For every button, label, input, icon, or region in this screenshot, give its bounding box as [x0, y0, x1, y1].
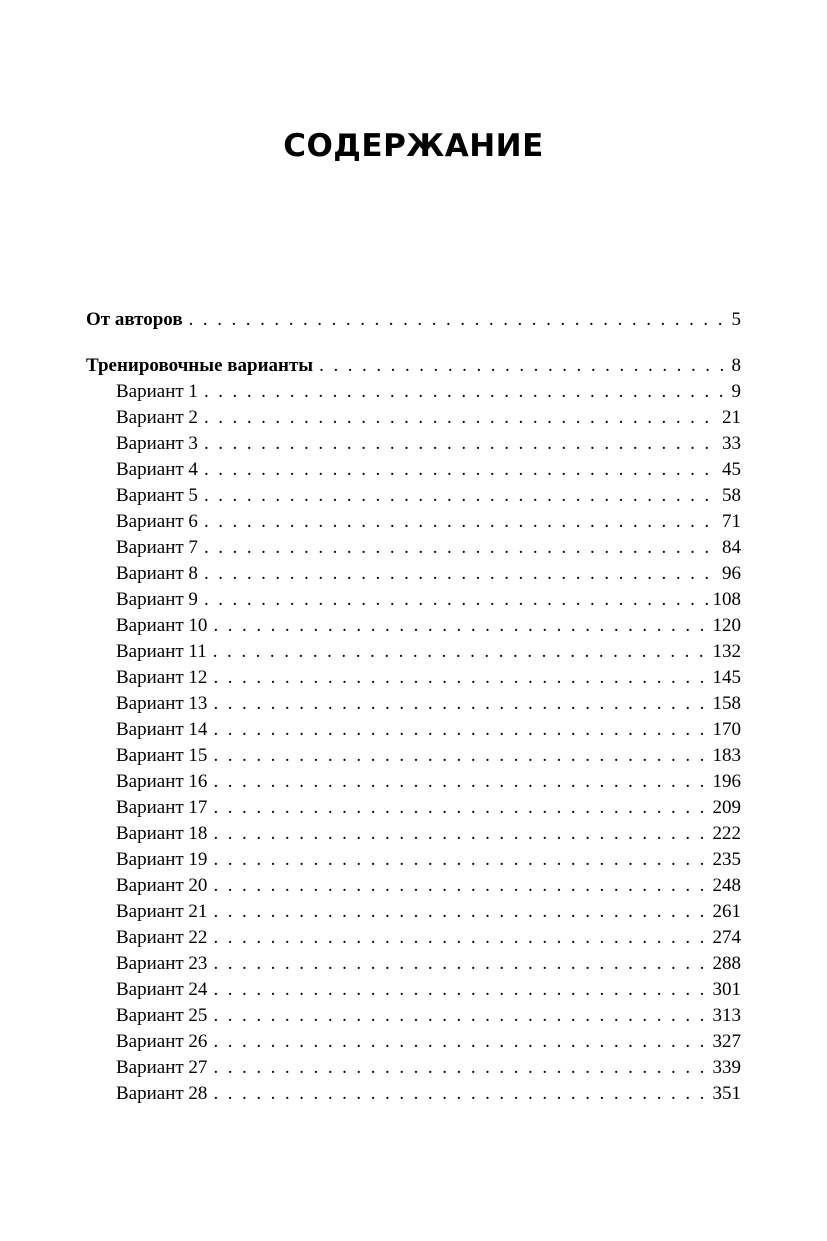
toc-page-number: 5 — [731, 309, 741, 330]
toc-page-number: 288 — [712, 953, 741, 974]
toc-entry-label: Вариант 16 — [116, 771, 208, 792]
table-of-contents — [86, 307, 741, 1107]
toc-entry[interactable] — [86, 743, 741, 769]
toc-page-number: 9 — [731, 381, 741, 402]
toc-page-number: 170 — [712, 719, 741, 740]
toc-entry[interactable] — [86, 665, 741, 691]
toc-entry-label: От авторов — [86, 309, 183, 330]
toc-entry-label: Вариант 2 — [116, 407, 198, 428]
toc-entry-label: Вариант 21 — [116, 901, 208, 922]
toc-entry-label: Тренировочные варианты — [86, 355, 314, 376]
dot-leader — [213, 795, 708, 821]
dot-leader — [204, 483, 718, 509]
dot-leader — [213, 717, 708, 743]
toc-entry[interactable] — [86, 795, 741, 821]
toc-page-number: 8 — [731, 355, 741, 376]
toc-entry[interactable] — [86, 873, 741, 899]
dot-leader — [213, 821, 708, 847]
toc-entry[interactable] — [86, 639, 741, 665]
toc-entry-label: Вариант 26 — [116, 1031, 208, 1052]
toc-entry-label: Вариант 1 — [116, 381, 198, 402]
dot-leader — [213, 873, 708, 899]
toc-entry-label: Вариант 23 — [116, 953, 208, 974]
toc-entry-label: Вариант 20 — [116, 875, 208, 896]
dot-leader — [204, 587, 709, 613]
dot-leader — [213, 769, 708, 795]
dot-leader — [213, 847, 708, 873]
dot-leader — [213, 977, 708, 1003]
toc-entry[interactable] — [86, 457, 741, 483]
toc-page-number: 196 — [712, 771, 741, 792]
toc-section-entry[interactable] — [86, 307, 741, 333]
dot-leader — [213, 665, 708, 691]
toc-page-number: 235 — [712, 849, 741, 870]
toc-page-number: 145 — [712, 667, 741, 688]
toc-entry-label: Вариант 12 — [116, 667, 208, 688]
dot-leader — [213, 691, 708, 717]
dot-leader — [213, 639, 709, 665]
toc-entry-label: Вариант 9 — [116, 589, 198, 610]
toc-page-number: 261 — [712, 901, 741, 922]
toc-entry-label: Вариант 14 — [116, 719, 208, 740]
toc-page-number: 33 — [722, 433, 741, 454]
toc-entry[interactable] — [86, 1029, 741, 1055]
dot-leader — [204, 379, 728, 405]
toc-entry[interactable] — [86, 431, 741, 457]
toc-page-number: 132 — [712, 641, 741, 662]
toc-entry-label: Вариант 25 — [116, 1005, 208, 1026]
toc-entry-label: Вариант 18 — [116, 823, 208, 844]
page-title: СОДЕРЖАНИЕ — [283, 128, 544, 164]
toc-page-number: 209 — [712, 797, 741, 818]
toc-entry[interactable] — [86, 899, 741, 925]
toc-page-number: 313 — [712, 1005, 741, 1026]
toc-entry-label: Вариант 15 — [116, 745, 208, 766]
toc-entry[interactable] — [86, 1003, 741, 1029]
toc-page-number: 58 — [722, 485, 741, 506]
dot-leader — [204, 457, 718, 483]
toc-entry[interactable] — [86, 821, 741, 847]
toc-entry-label: Вариант 5 — [116, 485, 198, 506]
toc-page-number: 45 — [722, 459, 741, 480]
dot-leader — [204, 509, 718, 535]
toc-page-number: 248 — [712, 875, 741, 896]
toc-entry[interactable] — [86, 951, 741, 977]
toc-entry[interactable] — [86, 509, 741, 535]
dot-leader — [204, 431, 718, 457]
toc-page-number: 84 — [722, 537, 741, 558]
toc-entry[interactable] — [86, 769, 741, 795]
toc-entry[interactable] — [86, 977, 741, 1003]
toc-entry-label: Вариант 3 — [116, 433, 198, 454]
toc-entry[interactable] — [86, 1055, 741, 1081]
toc-entry-label: Вариант 28 — [116, 1083, 208, 1104]
toc-page-number: 183 — [712, 745, 741, 766]
dot-leader — [213, 1003, 708, 1029]
toc-section-entry[interactable] — [86, 353, 741, 379]
dot-leader — [213, 613, 708, 639]
toc-page-number: 96 — [722, 563, 741, 584]
toc-entry-label: Вариант 24 — [116, 979, 208, 1000]
toc-entry-label: Вариант 11 — [116, 641, 207, 662]
toc-entry[interactable] — [86, 925, 741, 951]
toc-entry-label: Вариант 17 — [116, 797, 208, 818]
toc-entry[interactable] — [86, 405, 741, 431]
dot-leader — [204, 405, 718, 431]
dot-leader — [213, 899, 708, 925]
toc-page-number: 274 — [712, 927, 741, 948]
toc-page-number: 351 — [712, 1083, 741, 1104]
toc-entry-label: Вариант 8 — [116, 563, 198, 584]
dot-leader — [319, 353, 727, 379]
toc-entry[interactable] — [86, 561, 741, 587]
toc-entry[interactable] — [86, 587, 741, 613]
toc-entry[interactable] — [86, 847, 741, 873]
toc-entry-label: Вариант 6 — [116, 511, 198, 532]
toc-entry-label: Вариант 19 — [116, 849, 208, 870]
toc-entry[interactable] — [86, 1081, 741, 1107]
toc-entry-label: Вариант 13 — [116, 693, 208, 714]
toc-page-number: 158 — [712, 693, 741, 714]
toc-entry[interactable] — [86, 535, 741, 561]
dot-leader — [213, 1055, 708, 1081]
toc-page-number: 222 — [712, 823, 741, 844]
toc-entry-label: Вариант 22 — [116, 927, 208, 948]
dot-leader — [204, 535, 718, 561]
dot-leader — [213, 925, 708, 951]
dot-leader — [213, 1029, 708, 1055]
toc-page-number: 21 — [722, 407, 741, 428]
dot-leader — [213, 1081, 708, 1107]
toc-entry-label: Вариант 10 — [116, 615, 208, 636]
toc-entry[interactable] — [86, 691, 741, 717]
dot-leader — [204, 561, 718, 587]
toc-entry[interactable] — [86, 613, 741, 639]
toc-page-number: 339 — [712, 1057, 741, 1078]
toc-page-number: 108 — [712, 589, 741, 610]
dot-leader — [189, 307, 728, 333]
toc-page-number: 327 — [712, 1031, 741, 1052]
dot-leader — [213, 951, 708, 977]
toc-entry-label: Вариант 4 — [116, 459, 198, 480]
toc-entry[interactable] — [86, 483, 741, 509]
toc-entry[interactable] — [86, 717, 741, 743]
toc-entry[interactable] — [86, 379, 741, 405]
toc-page-number: 120 — [712, 615, 741, 636]
dot-leader — [213, 743, 708, 769]
toc-page-number: 301 — [712, 979, 741, 1000]
toc-page-number: 71 — [722, 511, 741, 532]
toc-entry-label: Вариант 7 — [116, 537, 198, 558]
toc-entry-label: Вариант 27 — [116, 1057, 208, 1078]
